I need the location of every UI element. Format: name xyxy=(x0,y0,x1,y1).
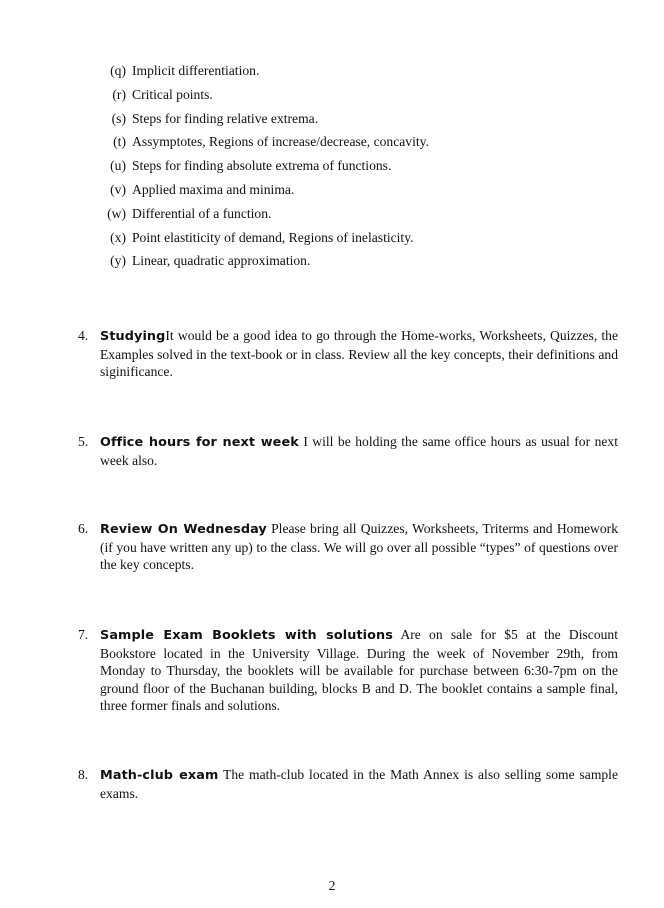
sublist-letter: (q) xyxy=(110,63,126,78)
item-office-hours xyxy=(78,433,618,469)
item-math-club xyxy=(78,766,618,802)
item-body xyxy=(100,766,618,802)
sublist-letter: (w) xyxy=(107,205,126,221)
page-number: 2 xyxy=(328,878,336,893)
item-body xyxy=(100,327,618,381)
item-heading: Office hours for next week xyxy=(100,435,299,450)
sublist-text: Critical points. xyxy=(132,86,213,102)
item-heading: Sample Exam Booklets with solutions xyxy=(100,628,393,643)
item-review xyxy=(78,520,618,574)
item-number: 8. xyxy=(78,767,89,782)
item-number: 7. xyxy=(78,627,89,642)
item-text: I will be holding the same office hours as usual for next week also. xyxy=(100,434,619,468)
item-number: 5. xyxy=(78,434,89,449)
sublist-letter: (r) xyxy=(112,86,126,102)
sublist-text: Point elastiticity of demand, Regions of inelasticity. xyxy=(132,229,414,245)
item-sample-exam-booklets xyxy=(78,626,618,715)
item-text: Are on sale for $5 at the Discount Bookstore located in the University Village. During the week of November 29th, from Monday to Thursday, the booklets will be available for purchase between 6:30-7pm on the ground floor of the Buchanan building, blocks B and D. The booklet contains a sample final, three former finals and solutions. xyxy=(100,627,618,714)
item-heading: Math-club exam xyxy=(100,768,219,783)
sublist-text: Differential of a function. xyxy=(132,205,272,221)
sublist-text: Linear, quadratic approximation. xyxy=(132,253,311,269)
sublist-item-r xyxy=(100,86,580,110)
item-body xyxy=(100,433,618,469)
item-text: The math-club located in the Math Annex is also selling some sample exams. xyxy=(100,767,618,801)
item-text: It would be a good idea to go through the Home-works, Worksheets, Quizzes, the Examples solved in the text-book or in class. Review all the key concepts, their definitions and siginificance. xyxy=(100,328,618,380)
sublist-letter: (u) xyxy=(110,158,126,174)
sublist-text: Implicit differentiation. xyxy=(132,63,260,78)
sublist-item-w xyxy=(100,205,580,229)
sublist-item-u xyxy=(100,157,580,181)
sublist-item-t xyxy=(100,133,580,157)
item-body xyxy=(100,626,618,715)
sublist-text: Steps for finding relative extrema. xyxy=(132,110,319,126)
sublist-item-y xyxy=(100,252,580,276)
item-text: Please bring all Quizzes, Worksheets, Triterms and Homework (if you have written any up) to the class. We will go over all possible “types” of questions over the key concepts. xyxy=(100,521,618,573)
item-number: 4. xyxy=(78,328,89,343)
item-body xyxy=(100,520,618,574)
sublist-text: Steps for finding absolute extrema of functions. xyxy=(132,158,392,174)
sublist-item-s xyxy=(100,110,580,134)
item-number: 6. xyxy=(78,521,89,536)
sublist-letter: (s) xyxy=(111,110,126,126)
sublist-letter: (v) xyxy=(110,181,126,197)
item-studying xyxy=(78,327,618,381)
sublist-letter: (t) xyxy=(113,134,126,150)
sublist-letter: (y) xyxy=(110,253,126,269)
item-heading: Review On Wednesday xyxy=(100,522,267,537)
sublist-text: Assymptotes, Regions of increase/decrease, concavity. xyxy=(132,134,429,150)
sublist-text: Applied maxima and minima. xyxy=(132,181,295,197)
sublist-item-x xyxy=(100,229,580,253)
topic-sublist xyxy=(100,62,580,276)
item-heading: Studying xyxy=(100,329,166,344)
sublist-item-q xyxy=(100,62,580,86)
sublist-item-v xyxy=(100,181,580,205)
sublist-letter: (x) xyxy=(110,229,126,245)
